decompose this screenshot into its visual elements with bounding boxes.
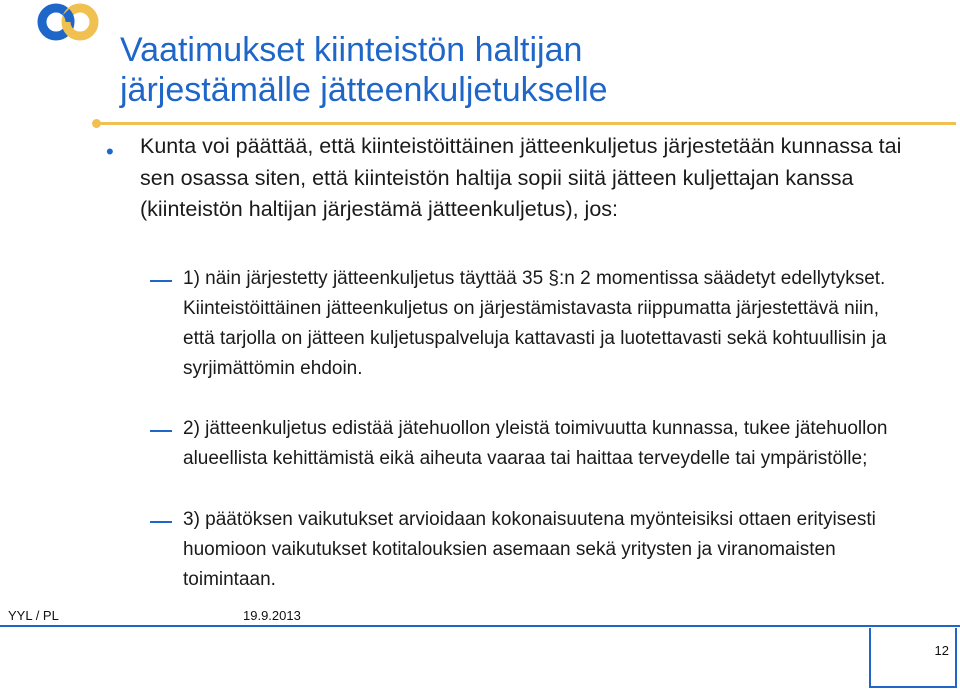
sub-item-2: 2) jätteenkuljetus edistää jätehuollon yleistä toimivuutta kunnassa, tukee jätehuollon alueellista kehittämistä eikä aiheuta vaaraa tai haittaa terveydelle tai ympäristölle; <box>183 418 888 469</box>
slide-title-line-1: Vaatimukset kiinteistön haltijan <box>120 31 583 69</box>
footer-organization: YYL / PL <box>8 608 59 623</box>
dash-bullet-icon <box>150 280 172 282</box>
dash-bullet-icon <box>150 521 172 523</box>
dash-bullet-icon <box>150 430 172 432</box>
slide-title-line-2: järjestämälle jätteenkuljetukselle <box>120 71 608 109</box>
interlocking-rings-logo-icon <box>36 2 102 42</box>
bullet-dot-icon: • <box>106 139 114 164</box>
footer-divider <box>0 625 960 627</box>
sub-item-3: 3) päätöksen vaikutukset arvioidaan kokonaisuutena myönteisiksi ottaen erityisesti huomioon vaikutukset kotitalouksien asemaan sekä yritysten ja viranomaisten toimintaan. <box>183 509 876 590</box>
page-number-box <box>869 628 957 688</box>
sub-item-1: 1) näin järjestetty jätteenkuljetus täyttää 35 §:n 2 momentissa säädetyt edellytykset. Kiinteistöittäinen jätteenkuljetus on järjestämistavasta riippumatta järjestettävä niin, että tarjolla on jätteen kuljetuspalveluja kattavasti ja luotettavasti sekä kohtuullisin ja syrjimättömin ehdoin. <box>183 268 887 379</box>
title-divider <box>96 122 956 125</box>
page-number: 12 <box>934 643 949 658</box>
main-bullet-text: Kunta voi päättää, että kiinteistöittäinen jätteenkuljetus järjestetään kunnassa tai sen osassa siten, että kiinteistön haltija sopii siitä jätteen kuljettajan kanssa (kiinteistön haltijan järjestämä jätteenkuljetus), jos: <box>140 134 902 221</box>
slide-title <box>120 30 920 110</box>
footer-date: 19.9.2013 <box>243 608 301 623</box>
title-divider-dot <box>92 119 101 128</box>
